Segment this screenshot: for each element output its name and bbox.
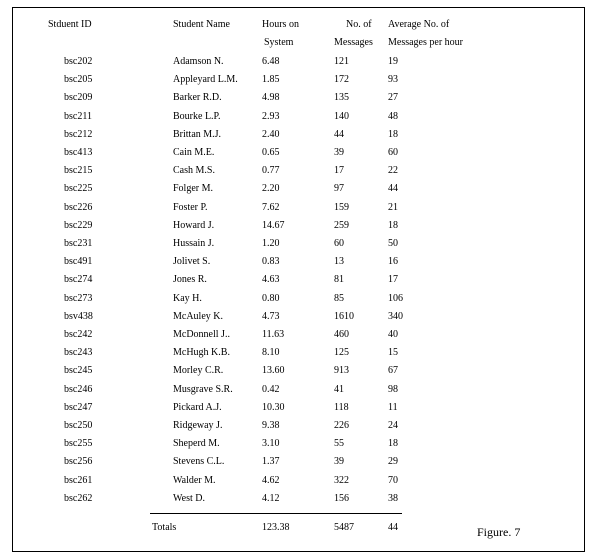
cell-hours: 4.73 [262, 311, 280, 322]
cell-student-id: bsc274 [64, 274, 93, 285]
cell-average: 18 [388, 438, 398, 449]
cell-average: 27 [388, 92, 398, 103]
cell-messages: 17 [334, 165, 344, 176]
header-student-name: Student Name [173, 19, 230, 30]
cell-student-name: Hussain J. [173, 238, 215, 249]
cell-hours: 2.20 [262, 183, 280, 194]
cell-hours: 11.63 [262, 329, 285, 340]
cell-student-name: Sheperd M. [173, 438, 220, 449]
cell-hours: 13.60 [262, 365, 285, 376]
cell-student-name: McAuley K. [173, 311, 223, 322]
cell-student-id: bsc225 [64, 183, 93, 194]
cell-average: 11 [388, 402, 398, 413]
cell-hours: 8.10 [262, 347, 280, 358]
cell-hours: 6.48 [262, 56, 280, 67]
cell-average: 16 [388, 256, 398, 267]
cell-average: 48 [388, 111, 398, 122]
cell-student-id: bsc273 [64, 293, 93, 304]
cell-hours: 1.85 [262, 74, 280, 85]
cell-messages: 1610 [334, 311, 354, 322]
cell-student-name: Adamson N. [173, 56, 224, 67]
cell-student-name: McDonnell J.. [173, 329, 230, 340]
cell-messages: 172 [334, 74, 349, 85]
cell-hours: 2.93 [262, 111, 280, 122]
cell-student-name: Brittan M.J. [173, 129, 222, 140]
cell-average: 29 [388, 456, 398, 467]
cell-student-name: Jolivet S. [173, 256, 211, 267]
cell-messages: 97 [334, 183, 344, 194]
cell-student-name: Kay H. [173, 293, 202, 304]
cell-hours: 4.98 [262, 92, 280, 103]
cell-messages: 159 [334, 202, 349, 213]
cell-student-id: bsc243 [64, 347, 93, 358]
totals-hours: 123.38 [262, 522, 290, 533]
cell-student-id: bsc246 [64, 384, 93, 395]
cell-average: 24 [388, 420, 398, 431]
cell-hours: 1.37 [262, 456, 280, 467]
cell-hours: 0.65 [262, 147, 280, 158]
cell-average: 50 [388, 238, 398, 249]
header-student-id: Stduent ID [48, 19, 92, 30]
cell-hours: 0.77 [262, 165, 280, 176]
cell-messages: 460 [334, 329, 349, 340]
cell-messages: 125 [334, 347, 349, 358]
cell-student-name: Bourke L.P. [173, 111, 221, 122]
cell-student-name: West D. [173, 493, 205, 504]
cell-student-id: bsc215 [64, 165, 93, 176]
figure-caption: Figure. 7 [477, 525, 521, 539]
cell-hours: 1.20 [262, 238, 280, 249]
cell-student-name: Howard J. [173, 220, 215, 231]
cell-average: 38 [388, 493, 398, 504]
cell-average: 40 [388, 329, 398, 340]
cell-messages: 85 [334, 293, 344, 304]
cell-student-id: bsc242 [64, 329, 93, 340]
cell-student-id: bsc211 [64, 111, 92, 122]
cell-average: 67 [388, 365, 398, 376]
cell-messages: 118 [334, 402, 349, 413]
header-average-line1: Average No. of [388, 19, 450, 30]
cell-messages: 259 [334, 220, 349, 231]
cell-hours: 0.83 [262, 256, 280, 267]
header-hours-line2: System [264, 37, 294, 48]
cell-average: 93 [388, 74, 398, 85]
cell-hours: 4.63 [262, 274, 280, 285]
cell-messages: 913 [334, 365, 349, 376]
cell-hours: 3.10 [262, 438, 280, 449]
figure-frame [12, 7, 585, 552]
cell-student-name: McHugh K.B. [173, 347, 230, 358]
cell-student-name: Folger M. [173, 183, 213, 194]
cell-student-name: Morley C.R. [173, 365, 224, 376]
cell-average: 17 [388, 274, 398, 285]
cell-student-id: bsc491 [64, 256, 93, 267]
cell-hours: 2.40 [262, 129, 280, 140]
cell-hours: 9.38 [262, 420, 280, 431]
cell-messages: 13 [334, 256, 344, 267]
cell-student-id: bsc261 [64, 475, 93, 486]
cell-messages: 55 [334, 438, 344, 449]
totals-messages: 5487 [334, 522, 354, 533]
cell-average: 15 [388, 347, 398, 358]
cell-student-name: Cash M.S. [173, 165, 215, 176]
cell-student-id: bsc250 [64, 420, 93, 431]
cell-messages: 121 [334, 56, 349, 67]
cell-average: 106 [388, 293, 403, 304]
cell-student-name: Appleyard L.M. [173, 74, 238, 85]
cell-hours: 4.12 [262, 493, 280, 504]
cell-student-name: Barker R.D. [173, 92, 222, 103]
cell-student-name: Musgrave S.R. [173, 384, 233, 395]
cell-hours: 14.67 [262, 220, 285, 231]
cell-average: 22 [388, 165, 398, 176]
cell-hours: 0.42 [262, 384, 280, 395]
cell-messages: 39 [334, 456, 344, 467]
cell-student-id: bsc255 [64, 438, 93, 449]
cell-student-id: bsv438 [64, 311, 93, 322]
cell-student-id: bsc226 [64, 202, 93, 213]
cell-hours: 0.80 [262, 293, 280, 304]
cell-messages: 41 [334, 384, 344, 395]
cell-messages: 156 [334, 493, 349, 504]
cell-average: 70 [388, 475, 398, 486]
cell-average: 60 [388, 147, 398, 158]
cell-student-name: Ridgeway J. [173, 420, 223, 431]
cell-average: 44 [388, 183, 398, 194]
cell-messages: 44 [334, 129, 344, 140]
cell-average: 18 [388, 129, 398, 140]
cell-student-id: bsc205 [64, 74, 93, 85]
header-hours-line1: Hours on [262, 19, 299, 30]
header-messages-line2: Messages [334, 37, 373, 48]
cell-average: 98 [388, 384, 398, 395]
cell-student-id: bsc256 [64, 456, 93, 467]
cell-messages: 81 [334, 274, 344, 285]
cell-average: 19 [388, 56, 398, 67]
cell-messages: 39 [334, 147, 344, 158]
cell-average: 21 [388, 202, 398, 213]
cell-messages: 226 [334, 420, 349, 431]
cell-average: 18 [388, 220, 398, 231]
cell-student-id: bsc229 [64, 220, 93, 231]
totals-average: 44 [388, 522, 398, 533]
cell-student-id: bsc247 [64, 402, 93, 413]
cell-average: 340 [388, 311, 403, 322]
cell-hours: 7.62 [262, 202, 280, 213]
cell-student-name: Foster P. [173, 202, 208, 213]
cell-student-name: Walder M. [173, 475, 216, 486]
header-messages-line1: No. of [346, 19, 372, 30]
cell-student-id: bsc231 [64, 238, 93, 249]
totals-label: Totals [152, 522, 177, 533]
cell-hours: 10.30 [262, 402, 285, 413]
cell-student-name: Stevens C.L. [173, 456, 225, 467]
cell-hours: 4.62 [262, 475, 280, 486]
cell-student-name: Jones R. [173, 274, 207, 285]
cell-student-id: bsc209 [64, 92, 93, 103]
totals-rule [150, 513, 402, 514]
cell-messages: 322 [334, 475, 349, 486]
cell-student-id: bsc413 [64, 147, 93, 158]
cell-student-id: bsc212 [64, 129, 93, 140]
cell-student-id: bsc245 [64, 365, 93, 376]
cell-student-id: bsc202 [64, 56, 93, 67]
header-average-line2: Messages per hour [388, 37, 463, 48]
cell-student-id: bsc262 [64, 493, 93, 504]
cell-student-name: Pickard A.J. [173, 402, 222, 413]
cell-messages: 135 [334, 92, 349, 103]
cell-messages: 60 [334, 238, 344, 249]
cell-student-name: Cain M.E. [173, 147, 215, 158]
cell-messages: 140 [334, 111, 349, 122]
